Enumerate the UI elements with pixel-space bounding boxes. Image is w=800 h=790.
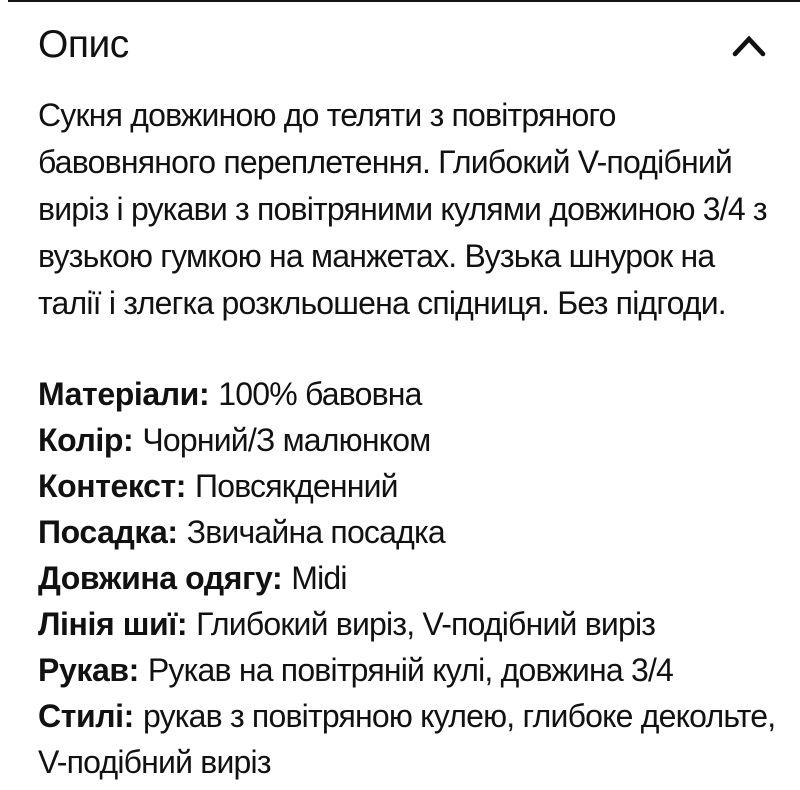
attribute-row-styles	[38, 693, 776, 739]
attribute-row-length	[38, 555, 766, 601]
attribute-row-context	[38, 463, 766, 509]
section-title: Опис	[38, 23, 129, 66]
attribute-value: Повсякденний	[195, 468, 398, 504]
attribute-label: Контекст:	[38, 468, 186, 504]
attribute-value-wrap: V-подібний виріз	[38, 744, 271, 780]
description-line: бавовняного переплетення. Глибокий V-подібний	[38, 144, 732, 180]
attribute-label: Колір:	[38, 422, 134, 458]
attribute-row-color	[38, 417, 766, 463]
attribute-value: Рукав на повітряній кулі, довжина 3/4	[147, 652, 674, 688]
accordion-header-description[interactable]	[38, 18, 766, 72]
attribute-value: рукав з повітряною кулею, глибоке декольте,	[142, 698, 776, 734]
attribute-row-sleeve	[38, 647, 766, 693]
attribute-label: Посадка:	[38, 514, 178, 550]
product-attributes-list	[38, 371, 776, 785]
description-line: талії і злегка розкльошена спідниця. Без підгоди.	[38, 285, 726, 321]
attribute-value: 100% бавовна	[218, 376, 422, 412]
chevron-up-icon[interactable]	[732, 34, 766, 60]
attribute-value: Чорний/З малюнком	[142, 422, 431, 458]
attribute-value: Midi	[291, 560, 347, 596]
description-accordion-section	[0, 18, 800, 785]
description-line: виріз і рукави з повітряними кулями довжиною 3/4 з	[38, 191, 767, 227]
section-top-divider	[8, 0, 800, 2]
attribute-label: Довжина одягу:	[38, 560, 283, 596]
product-description-paragraph	[38, 92, 766, 327]
attribute-row-neckline	[38, 601, 766, 647]
attribute-row-materials	[38, 371, 766, 417]
attribute-label: Рукав:	[38, 652, 139, 688]
attribute-label: Матеріали:	[38, 376, 210, 412]
attribute-label: Стилі:	[38, 698, 134, 734]
attribute-value: Глибокий виріз, V-подібний виріз	[196, 606, 656, 642]
attribute-label: Лінія шиї:	[38, 606, 188, 642]
description-line: вузькою гумкою на манжетах. Вузька шнурок на	[38, 238, 715, 274]
description-line: Сукня довжиною до теляти з повітряного	[38, 97, 616, 133]
attribute-row-fit	[38, 509, 766, 555]
attribute-value: Звичайна посадка	[186, 514, 445, 550]
